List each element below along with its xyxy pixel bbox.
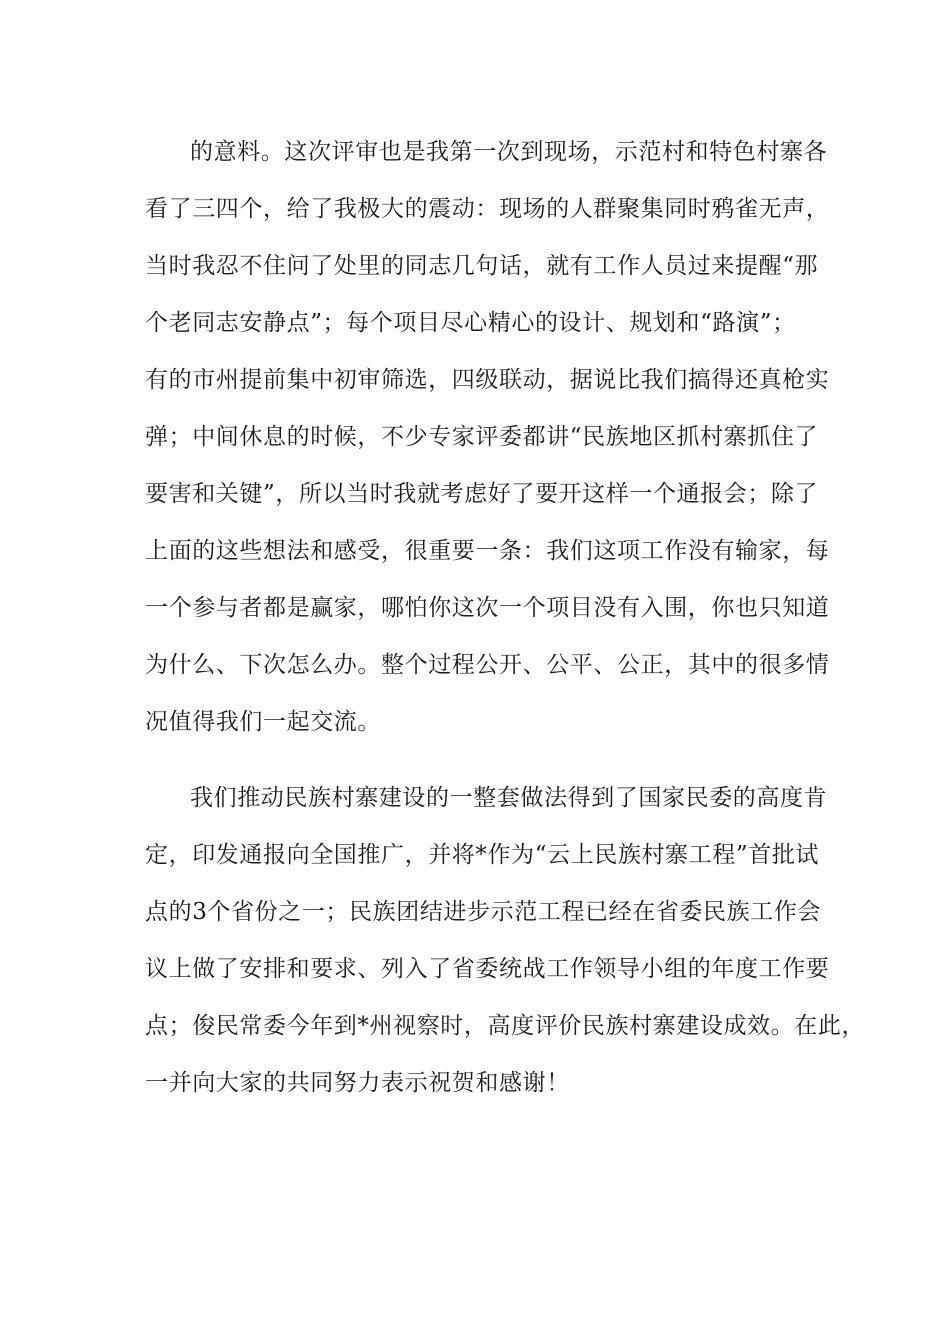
paragraph-line: 一并向大家的共同努力表示祝贺和感谢！ [145, 1070, 570, 1096]
paragraph-line: 弹；中间休息的时候，不少专家评委都讲“民族地区抓村寨抓住了 [145, 424, 819, 450]
paragraph-line: 看了三四个，给了我极大的震动：现场的人群聚集同时鸦雀无声， [145, 196, 830, 222]
paragraph-line: 我们推动民族村寨建设的一整套做法得到了国家民委的高度肯 [190, 785, 828, 811]
paragraph-line: 有的市州提前集中初审筛选，四级联动，据说比我们搞得还真枪实 [145, 367, 830, 393]
paragraph-line: 点；俊民常委今年到*州视察时，高度评价民族村寨建设成效。在此， [145, 1013, 866, 1039]
paragraph-line: 议上做了安排和要求、列入了省委统战工作领导小组的年度工作要 [145, 956, 830, 982]
paragraph-line: 的意料。这次评审也是我第一次到现场，示范村和特色村寨各 [190, 139, 828, 165]
paragraph-line: 当时我忍不住问了处里的同志几句话，就有工作人员过来提醒“那 [145, 253, 819, 279]
paragraph-line: 要害和关键”，所以当时我就考虑好了要开这样一个通报会；除了 [145, 481, 819, 507]
paragraph-line: 一个参与者都是赢家，哪怕你这次一个项目没有入围，你也只知道 [145, 595, 830, 621]
paragraph-line: 上面的这些想法和感受，很重要一条：我们这项工作没有输家，每 [145, 538, 830, 564]
paragraph-line: 定，印发通报向全国推广，并将*作为“云上民族村寨工程”首批试 [145, 842, 820, 868]
paragraph-line: 个老同志安静点”；每个项目尽心精心的设计、规划和“路演”； [145, 310, 796, 336]
paragraph-line: 点的3个省份之一；民族团结进步示范工程已经在省委民族工作会 [145, 899, 822, 925]
paragraph-line: 况值得我们一起交流。 [145, 709, 381, 735]
paragraph-line: 为什么、下次怎么办。整个过程公开、公平、公正，其中的很多情 [145, 652, 830, 678]
